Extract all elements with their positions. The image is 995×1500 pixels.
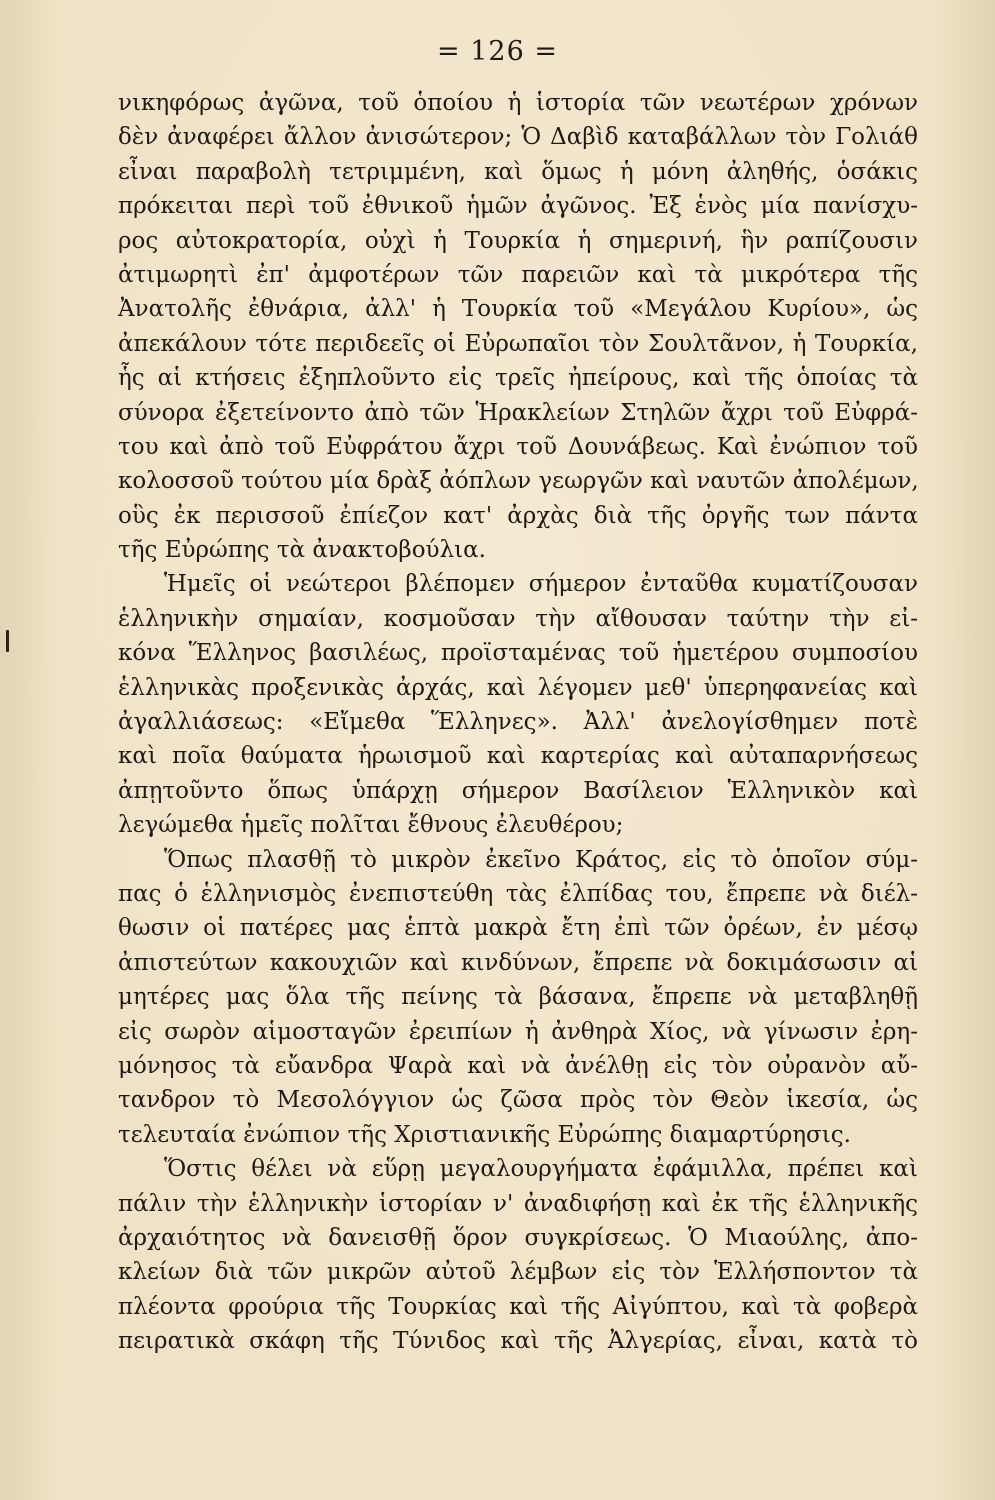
text-line: μητέρες μας ὅλα τῆς πείνης τὰ βάσανα, ἔπρεπε νὰ μεταβληθῇ (118, 984, 918, 1011)
paragraph-start-line: Ὅστις θέλει νὰ εὕρῃ μεγαλουργήματα ἐφάμιλλα, πρέπει καὶ (164, 1156, 918, 1183)
text-line: πρόκειται περὶ τοῦ ἐθνικοῦ ἡμῶν ἀγῶνος. Ἐξ ἑνὸς μία πανίσχυ- (118, 193, 918, 220)
text-line: πάλιν τὴν ἑλληνικὴν ἱστορίαν ν' ἀναδιφήσῃ καὶ ἐκ τῆς ἑλληνικῆς (118, 1190, 918, 1217)
text-line: τελευταία ἐνώπιον τῆς Χριστιανικῆς Εὐρώπης διαμαρτύρησις. (118, 1121, 851, 1148)
text-line: ἑλληνικὰς προξενικὰς ἀρχάς, καὶ λέγομεν μεθ' ὑπερηφανείας καὶ (118, 674, 918, 701)
text-line: ἧς αἱ κτήσεις ἐξηπλοῦντο εἰς τρεῖς ἠπείρους, καὶ τῆς ὁποίας τὰ (118, 365, 918, 392)
margin-mark (6, 630, 9, 652)
text-line: κόνα Ἕλληνος βασιλέως, προϊσταμένας τοῦ ἡμετέρου συμποσίου (118, 640, 918, 667)
text-line: ἀτιμωρητὶ ἐπ' ἀμφοτέρων τῶν παρειῶν καὶ τὰ μικρότερα τῆς (118, 261, 918, 288)
text-line: μόνησος τὰ εὔανδρα Ψαρὰ καὶ νὰ ἀνέλθῃ εἰς τὸν οὐρανὸν αὔ- (118, 1052, 918, 1079)
text-line: θωσιν οἱ πατέρες μας ἑπτὰ μακρὰ ἔτη ἐπὶ τῶν ὀρέων, ἐν μέσῳ (118, 915, 918, 942)
text-line: πας ὁ ἑλληνισμὸς ἐνεπιστεύθη τὰς ἐλπίδας του, ἔπρεπε νὰ διέλ- (118, 880, 918, 907)
text-line: καὶ ποῖα θαύματα ἡρωισμοῦ καὶ καρτερίας καὶ αὐταπαρνήσεως (118, 743, 918, 770)
text-line: ἀπιστεύτων κακουχιῶν καὶ κινδύνων, ἔπρεπε νὰ δοκιμάσωσιν αἱ (118, 949, 918, 976)
text-line: ἀρχαιότητος νὰ δανεισθῇ ὅρον συγκρίσεως. Ὁ Μιαούλης, ἀπο- (118, 1224, 918, 1251)
text-line: Ἀνατολῆς ἐθνάρια, ἀλλ' ἡ Τουρκία τοῦ «Μεγάλου Κυρίου», ὡς (118, 296, 918, 323)
text-line: σύνορα ἐξετείνοντο ἀπὸ τῶν Ἡρακλείων Στηλῶν ἄχρι τοῦ Εὐφρά- (118, 399, 918, 426)
text-line: δὲν ἀναφέρει ἄλλον ἀνισώτερον; Ὁ Δαβὶδ καταβάλλων τὸν Γολιάθ (118, 124, 918, 151)
text-line: οὓς ἐκ περισσοῦ ἐπίεζον κατ' ἀρχὰς διὰ τῆς ὀργῆς των πάντα (118, 502, 918, 529)
text-line: πλέοντα φρούρια τῆς Τουρκίας καὶ τῆς Αἰγύπτου, καὶ τὰ φοβερὰ (118, 1293, 918, 1320)
text-line: ἀγαλλιάσεως: «Εἴμεθα Ἕλληνες». Ἀλλ' ἀνελογίσθημεν ποτὲ (118, 709, 918, 736)
paragraph-start-line: Ὅπως πλασθῇ τὸ μικρὸν ἐκεῖνο Κράτος, εἰς τὸ ὁποῖον σύμ- (164, 846, 918, 873)
text-line: τῆς Εὐρώπης τὰ ἀνακτοβούλια. (118, 537, 486, 564)
text-line: του καὶ ἀπὸ τοῦ Εὐφράτου ἄχρι τοῦ Δουνάβεως. Καὶ ἐνώπιον τοῦ (118, 433, 918, 460)
text-line: λεγώμεθα ἡμεῖς πολῖται ἔθνους ἐλευθέρου; (118, 812, 624, 839)
text-line: εἰς σωρὸν αἱμοσταγῶν ἐρειπίων ἡ ἀνθηρὰ Χίος, νὰ γίνωσιν ἐρη- (118, 1018, 918, 1045)
text-line: ἀπεκάλουν τότε περιδεεῖς οἱ Εὐρωπαῖοι τὸν Σουλτᾶνον, ἡ Τουρκία, (118, 330, 918, 357)
text-line: εἶναι παραβολὴ τετριμμένη, καὶ ὅμως ἡ μόνη ἀληθής, ὁσάκις (118, 158, 918, 185)
text-line: ρος αὐτοκρατορία, οὐχὶ ἡ Τουρκία ἡ σημερινή, ἣν ραπίζουσιν (118, 227, 918, 254)
text-line: ἀπῃτοῦντο ὅπως ὑπάρχῃ σήμερον Βασίλειον Ἑλληνικὸν καὶ (118, 777, 918, 804)
paragraph-start-line: Ἡμεῖς οἱ νεώτεροι βλέπομεν σήμερον ἐνταῦθα κυματίζουσαν (164, 571, 918, 598)
text-line: νικηφόρως ἀγῶνα, τοῦ ὁποίου ἡ ἱστορία τῶν νεωτέρων χρόνων (118, 90, 918, 116)
text-line: τανδρον τὸ Μεσολόγγιον ὡς ζῶσα πρὸς τὸν Θεὸν ἱκεσία, ὡς (118, 1087, 918, 1114)
text-line: κολοσσοῦ τούτου μία δρὰξ ἀόπλων γεωργῶν καὶ ναυτῶν ἀπολέμων, (118, 468, 919, 495)
text-line: ἑλληνικὴν σημαίαν, κοσμοῦσαν τὴν αἴθουσαν ταύτην τὴν εἰ- (118, 605, 918, 632)
text-line: κλείων διὰ τῶν μικρῶν αὐτοῦ λέμβων εἰς τὸν Ἑλλήσποντον τὰ (118, 1259, 918, 1286)
body-text (118, 86, 918, 1358)
page-number: = 126 = (437, 36, 558, 67)
text-line: πειρατικὰ σκάφη τῆς Τύνιδος καὶ τῆς Ἀλγερίας, εἶναι, κατὰ τὸ (118, 1328, 918, 1355)
